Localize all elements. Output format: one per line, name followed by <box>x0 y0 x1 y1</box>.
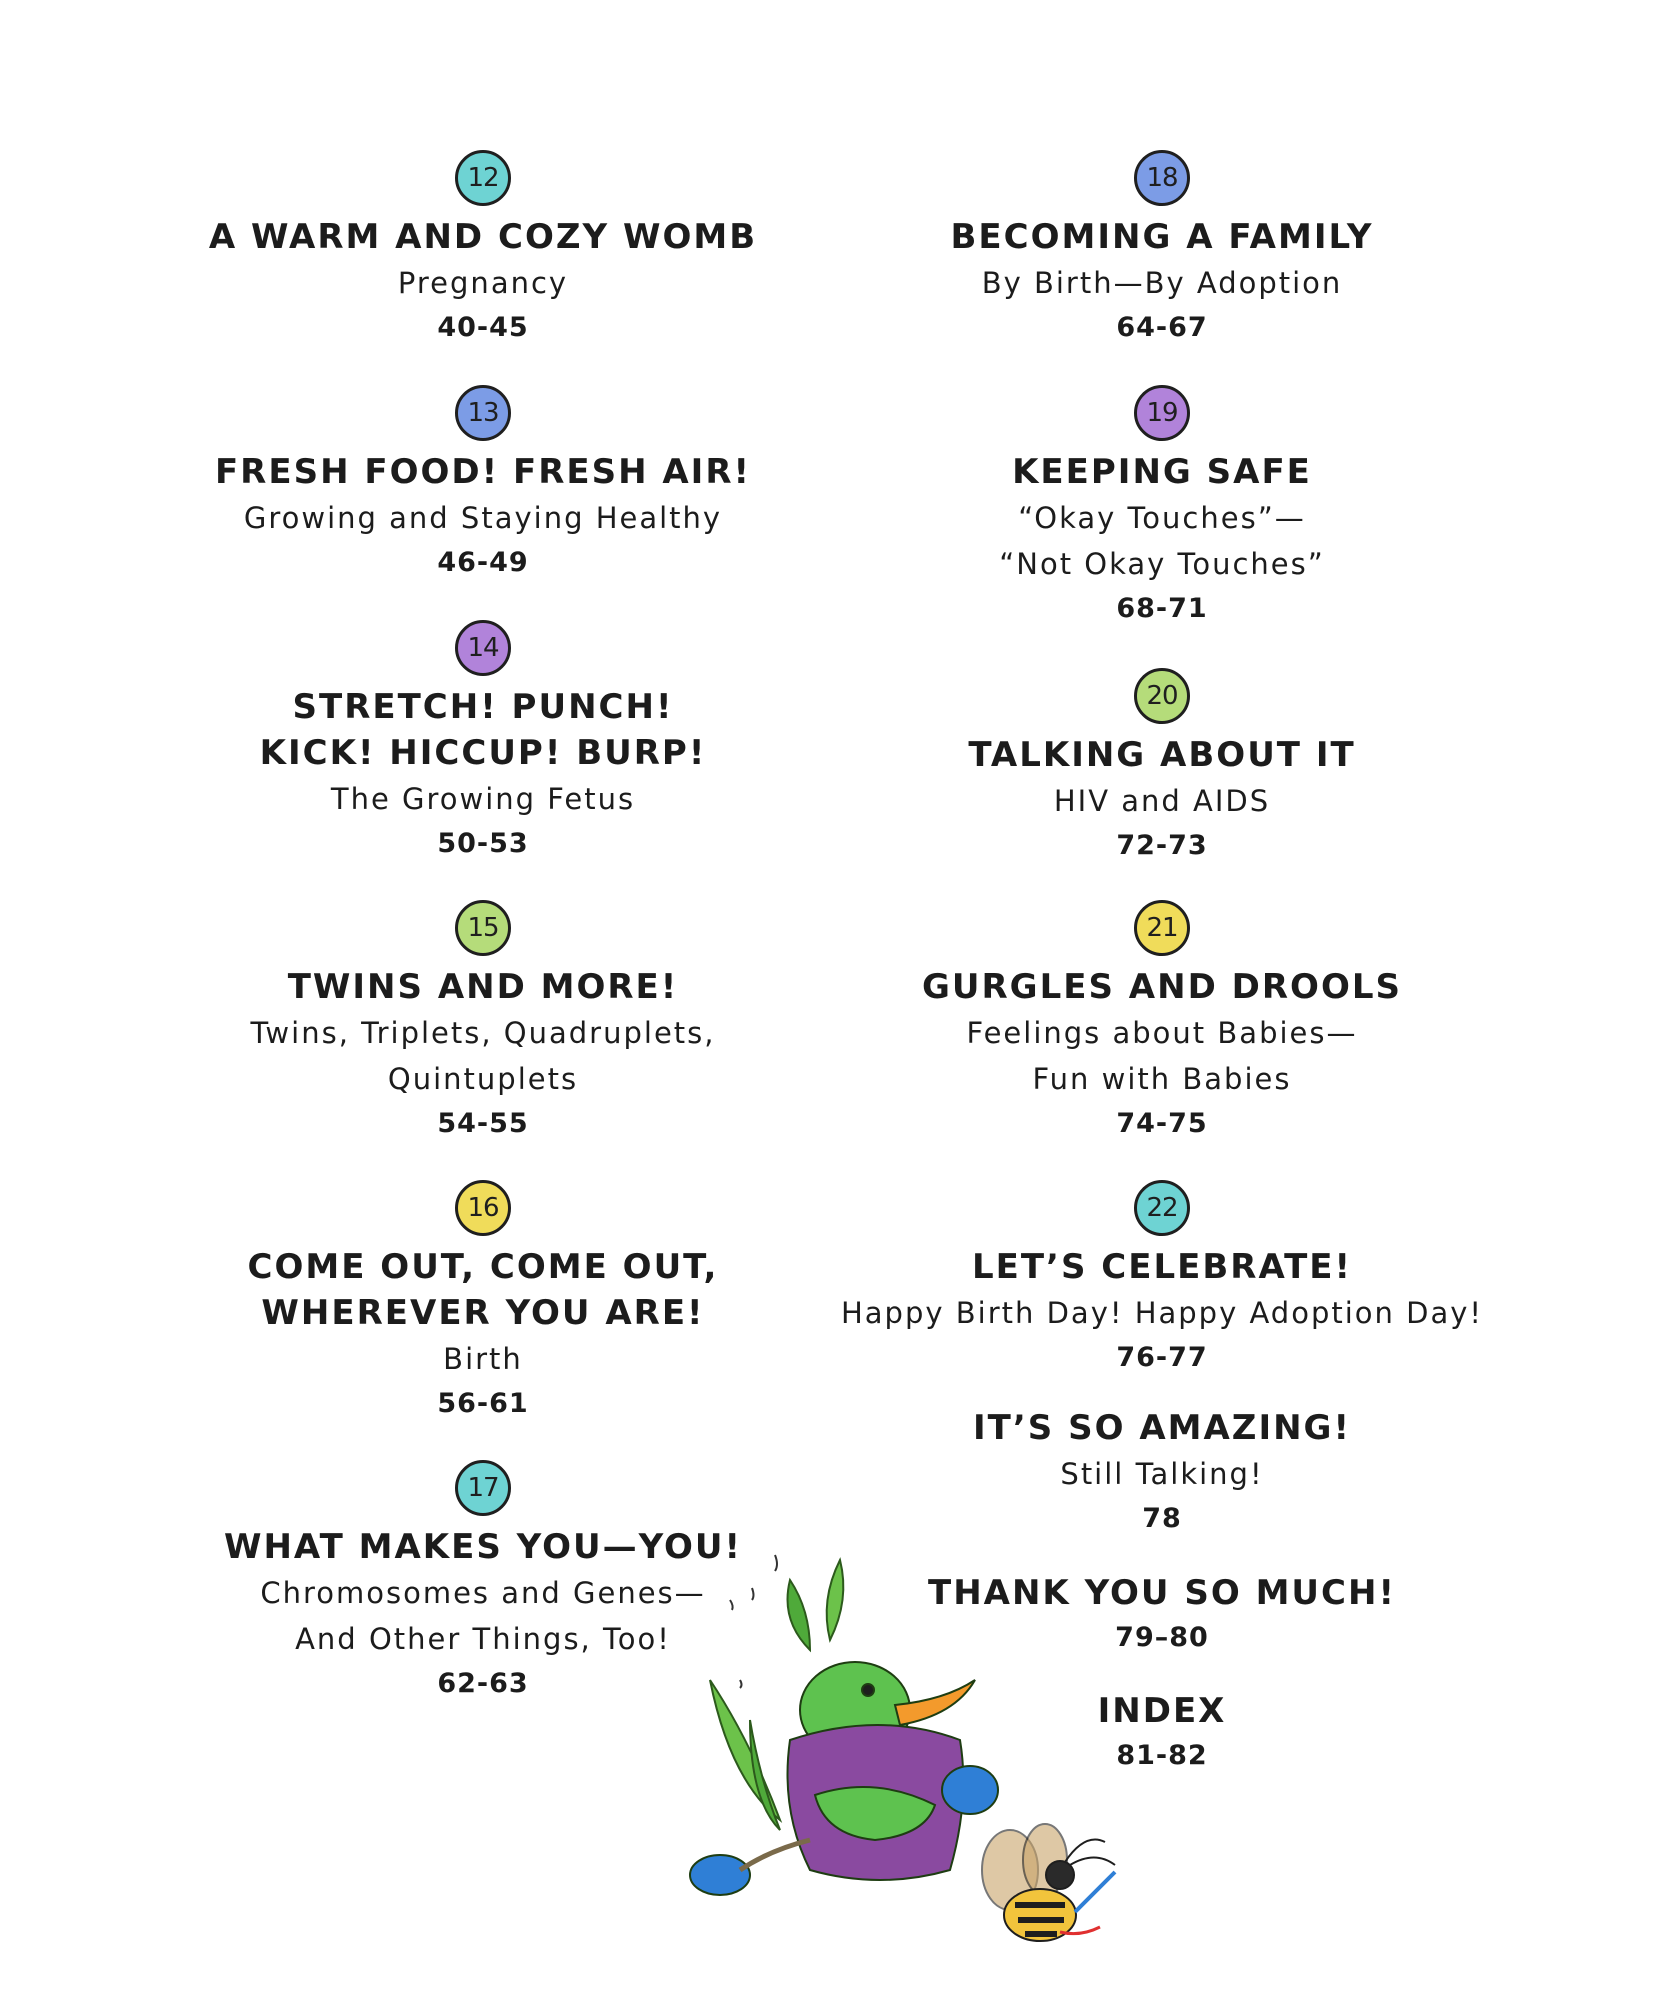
chapter-subtitle: By Birth—By Adoption <box>981 266 1343 300</box>
chapter-subtitle: “Not Okay Touches” <box>999 547 1325 581</box>
chapter-title: BECOMING A FAMILY <box>950 217 1374 257</box>
chapter-subtitle: The Growing Fetus <box>330 782 636 816</box>
chapter-badge: 21 <box>1134 900 1190 956</box>
toc-entry-20[interactable] <box>812 668 1512 868</box>
page-range: 68-71 <box>1116 593 1208 624</box>
chapter-title: FRESH FOOD! FRESH AIR! <box>214 452 752 492</box>
chapter-title: WHEREVER YOU ARE! <box>261 1293 705 1333</box>
chapter-badge: 12 <box>455 150 511 206</box>
page-range: 50-53 <box>437 828 529 859</box>
chapter-subtitle: Birth <box>443 1342 523 1376</box>
chapter-title: COME OUT, COME OUT, <box>247 1247 719 1287</box>
chapter-title: THANK YOU SO MUCH! <box>928 1573 1396 1613</box>
chapter-subtitle: Twins, Triplets, Quadruplets, <box>250 1016 716 1050</box>
chapter-title: IT’S SO AMAZING! <box>973 1408 1351 1448</box>
chapter-title: STRETCH! PUNCH! <box>292 687 674 727</box>
chapter-subtitle: Chromosomes and Genes— <box>260 1576 706 1610</box>
bird <box>690 1662 998 1895</box>
chapter-title: LET’S CELEBRATE! <box>971 1247 1353 1287</box>
chapter-subtitle: Pregnancy <box>397 266 569 300</box>
chapter-badge: 22 <box>1134 1180 1190 1236</box>
toc-entry-19[interactable] <box>812 385 1512 631</box>
toc-entry-18[interactable] <box>812 150 1512 350</box>
chapter-title: KICK! HICCUP! BURP! <box>259 733 707 773</box>
toc-entry-12[interactable] <box>133 150 833 350</box>
bird-and-bee-illustration <box>680 1540 1240 1960</box>
page-range: 78 <box>1142 1503 1182 1534</box>
chapter-badge: 13 <box>455 385 511 441</box>
page-range: 79–80 <box>1115 1622 1209 1653</box>
chapter-subtitle: Still Talking! <box>1060 1457 1264 1491</box>
chapter-badge: 19 <box>1134 385 1190 441</box>
chapter-subtitle: Feelings about Babies— <box>966 1016 1358 1050</box>
page-range: 72-73 <box>1116 830 1208 861</box>
chapter-subtitle: HIV and AIDS <box>1053 784 1271 818</box>
toc-entry-13[interactable] <box>133 385 833 585</box>
chapter-subtitle: Growing and Staying Healthy <box>243 501 723 535</box>
chapter-title: WHAT MAKES YOU—YOU! <box>223 1527 743 1567</box>
chapter-title: GURGLES AND DROOLS <box>921 967 1402 1007</box>
chapter-subtitle: And Other Things, Too! <box>295 1622 671 1656</box>
toc-entry-15[interactable] <box>133 900 833 1146</box>
page-range: 56-61 <box>437 1388 529 1419</box>
page-range: 81-82 <box>1116 1740 1208 1771</box>
chapter-title: KEEPING SAFE <box>1012 452 1312 492</box>
chapter-subtitle: “Okay Touches”— <box>1018 501 1306 535</box>
chapter-title: TALKING ABOUT IT <box>968 735 1356 775</box>
toc-entry-amazing[interactable] <box>812 1405 1512 1541</box>
page-range: 46-49 <box>437 547 529 578</box>
chapter-badge: 16 <box>455 1180 511 1236</box>
page-range: 64-67 <box>1116 312 1208 343</box>
bee <box>982 1824 1115 1941</box>
sweat-drops <box>730 1555 777 1688</box>
chapter-title: TWINS AND MORE! <box>287 967 679 1007</box>
page-range: 76-77 <box>1116 1342 1208 1373</box>
page-range: 40-45 <box>437 312 529 343</box>
chapter-badge: 15 <box>455 900 511 956</box>
page-range: 54-55 <box>437 1108 529 1139</box>
toc-entry-14[interactable] <box>133 620 833 866</box>
chapter-title: A WARM AND COZY WOMB <box>208 217 758 257</box>
chapter-badge: 20 <box>1134 668 1190 724</box>
chapter-badge: 18 <box>1134 150 1190 206</box>
chapter-subtitle: Fun with Babies <box>1032 1062 1292 1096</box>
chapter-subtitle: Happy Birth Day! Happy Adoption Day! <box>840 1296 1484 1330</box>
chapter-subtitle: Quintuplets <box>387 1062 579 1096</box>
toc-entry-16[interactable] <box>133 1180 833 1426</box>
page-range: 62-63 <box>437 1668 529 1699</box>
chapter-badge: 17 <box>455 1460 511 1516</box>
toc-entry-22[interactable] <box>812 1180 1512 1380</box>
chapter-title: INDEX <box>1097 1691 1227 1731</box>
chapter-badge: 14 <box>455 620 511 676</box>
page-range: 74-75 <box>1116 1108 1208 1139</box>
toc-entry-21[interactable] <box>812 900 1512 1146</box>
